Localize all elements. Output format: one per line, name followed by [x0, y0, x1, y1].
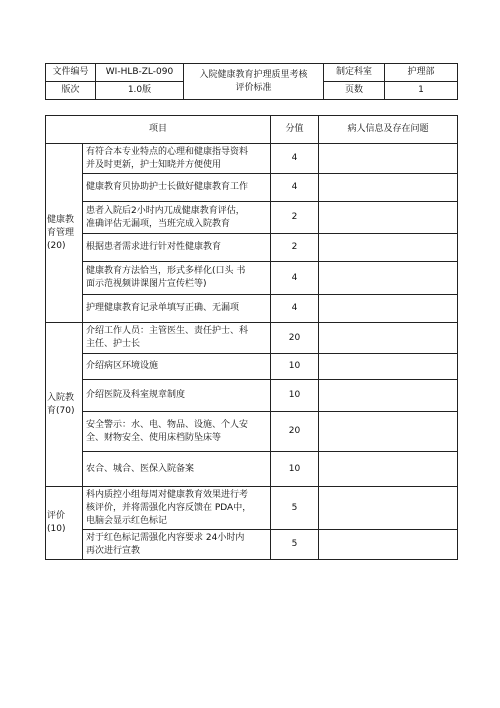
- version-label: 版次: [46, 82, 96, 100]
- document-title: [184, 64, 324, 100]
- score-cell: 2: [271, 202, 319, 234]
- notes-cell: [319, 323, 458, 354]
- document-header: [45, 63, 458, 100]
- made-by-value: 护理部: [385, 64, 458, 82]
- score-cell: 4: [271, 174, 319, 202]
- score-cell: 2: [271, 234, 319, 262]
- table-row: [46, 295, 458, 323]
- score-cell: 5: [271, 530, 319, 560]
- table-row: [46, 380, 458, 412]
- notes-cell: [319, 380, 458, 412]
- item-cell: 介绍工作人员：主管医生、责任护士、科 主任、护士长: [83, 323, 271, 354]
- table-row: [46, 323, 458, 354]
- category-admission-education: 入院教 育(70): [46, 323, 83, 487]
- item-cell: 根据患者需求进行针对性健康教育: [83, 234, 271, 262]
- score-cell: 10: [271, 380, 319, 412]
- table-row: [46, 487, 458, 530]
- notes-cell: [319, 262, 458, 295]
- table-row: [46, 530, 458, 560]
- score-cell: 20: [271, 323, 319, 354]
- pages-label: 页数: [324, 82, 385, 100]
- table-row: [46, 354, 458, 380]
- item-cell: 安全警示：水、电、物品、设施、个人安 全、财物安全、使用床档防坠床等: [83, 412, 271, 452]
- notes-cell: [319, 412, 458, 452]
- table-row: [46, 202, 458, 234]
- table-row: [46, 174, 458, 202]
- notes-cell: [319, 452, 458, 487]
- notes-cell: [319, 295, 458, 323]
- notes-cell: [319, 144, 458, 174]
- table-row: [46, 262, 458, 295]
- title-line-2: 评价标准: [235, 82, 272, 93]
- notes-cell: [319, 530, 458, 560]
- item-cell: 对于红色标记需强化内容要求 24小时内 再次进行宣教: [83, 530, 271, 560]
- evaluation-table: [45, 115, 458, 560]
- score-cell: 5: [271, 487, 319, 530]
- table-row: [46, 234, 458, 262]
- score-cell: 20: [271, 412, 319, 452]
- notes-cell: [319, 234, 458, 262]
- score-cell: 4: [271, 262, 319, 295]
- item-cell: 有符合本专业特点的心理和健康指导资料 并及时更新，护士知晓并方便使用: [83, 144, 271, 174]
- item-cell: 患者入院后2小时内兀成健康教育评估， 准确评估无漏项，当班完成入院教育: [83, 202, 271, 234]
- doc-no-label: 文件编号: [46, 64, 96, 82]
- header-notes: 病人信息及存在问题: [319, 116, 458, 144]
- category-health-education: 健康教 育管理 (20): [46, 144, 83, 323]
- score-cell: 10: [271, 452, 319, 487]
- item-cell: 健康教育贝协助护士长做好健康教育工作: [83, 174, 271, 202]
- notes-cell: [319, 202, 458, 234]
- table-row: [46, 144, 458, 174]
- score-cell: 10: [271, 354, 319, 380]
- category-evaluation: 评价 (10): [46, 487, 83, 560]
- header-item: 项目: [46, 116, 271, 144]
- notes-cell: [319, 354, 458, 380]
- notes-cell: [319, 487, 458, 530]
- item-cell: 农合、城合、医保入院备案: [83, 452, 271, 487]
- pages-value: 1: [385, 82, 458, 100]
- made-by-label: 制定科室: [324, 64, 385, 82]
- item-cell: 护理健康教育记录单填写正确、无漏项: [83, 295, 271, 323]
- item-cell: 健康教育方法恰当，形式多样化(口头 书 面示范视频讲课图片宣传栏等): [83, 262, 271, 295]
- doc-no-value: WI-HLB-ZL-090: [96, 64, 184, 82]
- item-cell: 介绍病区环境设施: [83, 354, 271, 380]
- header-score: 分值: [271, 116, 319, 144]
- table-row: [46, 452, 458, 487]
- title-line-1: 入院健康教育护理质里考核: [199, 69, 308, 80]
- version-value: 1.0版: [96, 82, 184, 100]
- item-cell: 科内质控小组每周对健康教育效果进行考 核评价，并将需强化内容反馈在 PDA中， 电脑会显示红色标记: [83, 487, 271, 530]
- table-row: [46, 412, 458, 452]
- score-cell: 4: [271, 295, 319, 323]
- item-cell: 介绍医院及科室规章制度: [83, 380, 271, 412]
- notes-cell: [319, 174, 458, 202]
- score-cell: 4: [271, 144, 319, 174]
